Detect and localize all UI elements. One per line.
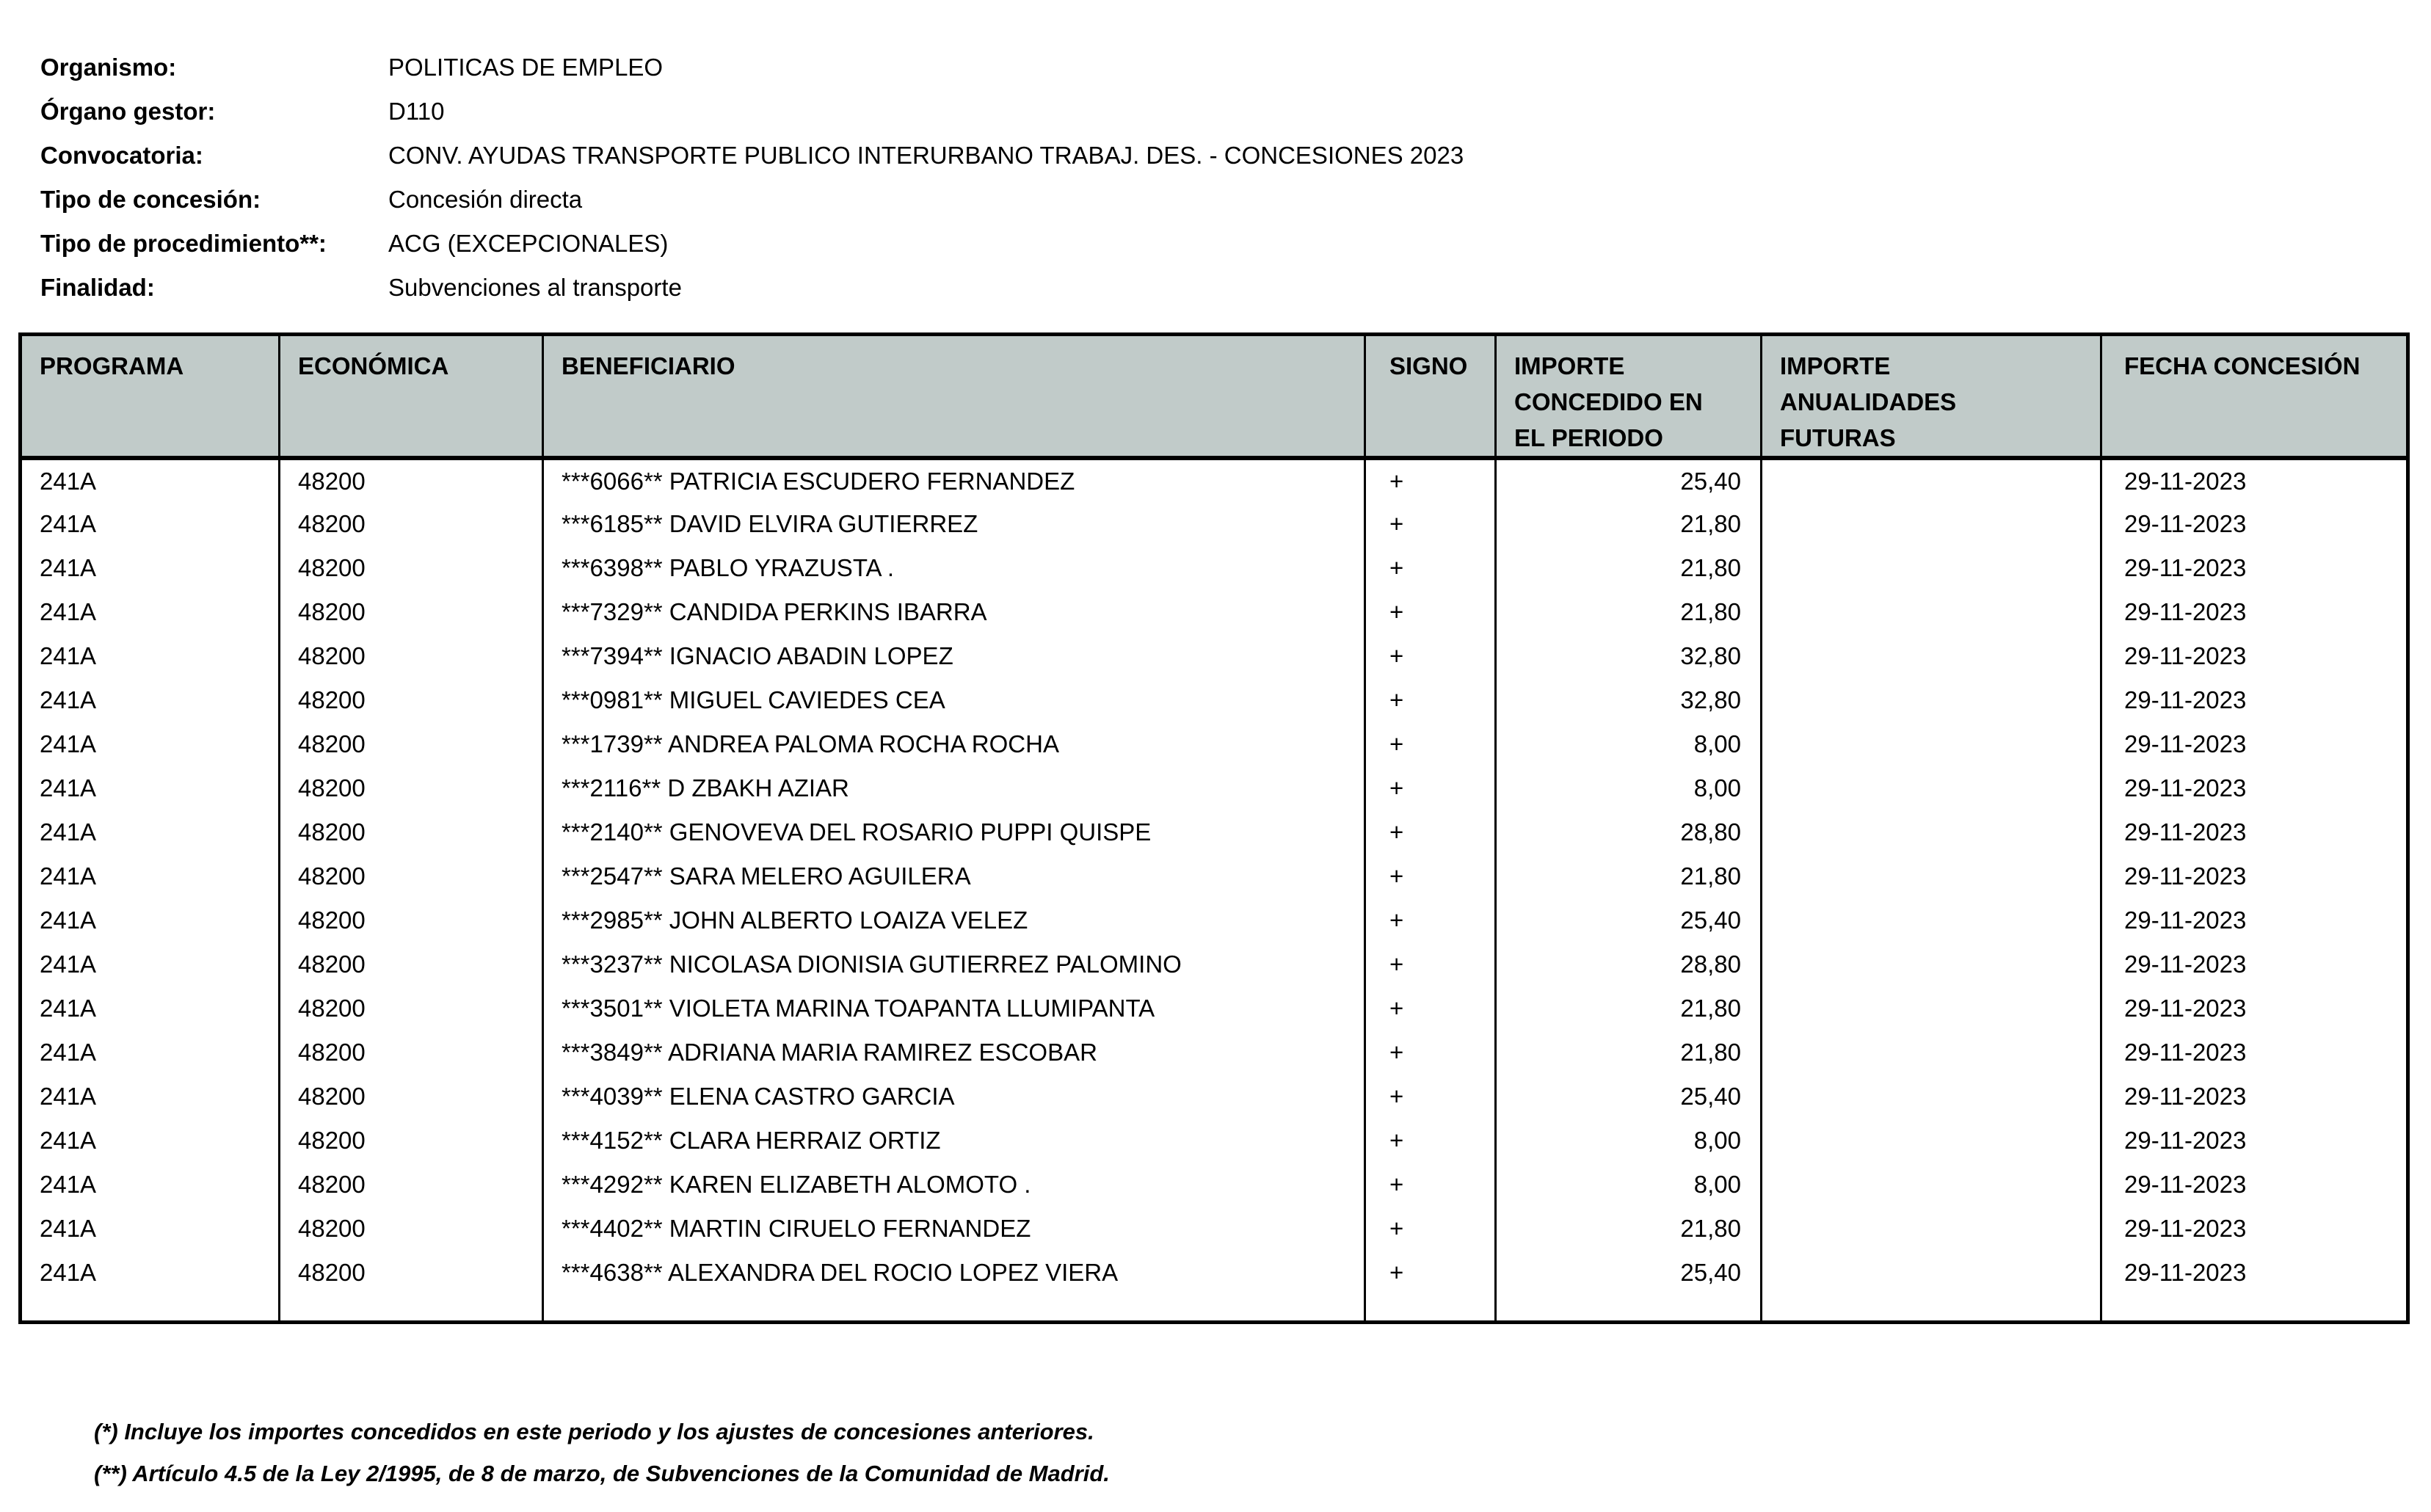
spacer-cell xyxy=(1365,1295,1496,1322)
cell-anualidades_futuras xyxy=(1762,810,2101,854)
cell-programa: 241A xyxy=(40,774,97,802)
cell-signo: + xyxy=(1365,986,1496,1031)
cell-economica: 48200 xyxy=(280,722,543,766)
table-row xyxy=(21,986,2408,1031)
cell-programa: 241A xyxy=(40,686,97,713)
spacer-cell xyxy=(1496,1295,1762,1322)
cell-programa: 241A xyxy=(40,598,97,625)
meta-row-tipo-concesion xyxy=(40,178,1464,222)
document-meta-block xyxy=(40,46,1464,310)
cell-programa: 241A xyxy=(40,554,97,581)
cell-economica: 48200 xyxy=(280,810,543,854)
meta-value-organo-gestor: D110 xyxy=(388,98,445,125)
cell-programa: 241A xyxy=(40,642,97,669)
cell-anualidades_futuras xyxy=(1762,722,2101,766)
meta-label-convocatoria: Convocatoria: xyxy=(40,142,203,169)
cell-economica: 48200 xyxy=(280,1251,543,1295)
cell-signo: + xyxy=(1365,546,1496,590)
cell-signo: + xyxy=(1365,898,1496,942)
cell-programa: 241A xyxy=(40,1083,97,1110)
cell-signo: + xyxy=(1365,1075,1496,1119)
meta-row-tipo-procedimiento xyxy=(40,222,1464,266)
cell-anualidades_futuras xyxy=(1762,678,2101,722)
cell-signo: + xyxy=(1365,1163,1496,1207)
cell-fecha_concesion: 29-11-2023 xyxy=(2101,810,2408,854)
column-header-economica xyxy=(280,335,543,459)
column-header-line: EL PERIODO xyxy=(1514,424,1663,451)
concessions-table xyxy=(18,332,2410,1324)
column-header-line: BENEFICIARIO xyxy=(562,352,735,379)
cell-programa: 241A xyxy=(40,1215,97,1242)
cell-signo: + xyxy=(1365,590,1496,634)
column-header-line: ECONÓMICA xyxy=(298,352,449,379)
cell-beneficiario: ***4292** KAREN ELIZABETH ALOMOTO . xyxy=(543,1163,1365,1207)
cell-importe_periodo: 25,40 xyxy=(1496,1075,1762,1119)
cell-beneficiario: ***2140** GENOVEVA DEL ROSARIO PUPPI QUISPE xyxy=(543,810,1365,854)
cell-anualidades_futuras xyxy=(1762,1163,2101,1207)
cell-anualidades_futuras xyxy=(1762,942,2101,986)
table-row xyxy=(21,1119,2408,1163)
table-header-row xyxy=(21,335,2408,459)
cell-anualidades_futuras xyxy=(1762,1031,2101,1075)
cell-anualidades_futuras xyxy=(1762,1251,2101,1295)
cell-beneficiario: ***6185** DAVID ELVIRA GUTIERREZ xyxy=(543,502,1365,546)
table-row xyxy=(21,590,2408,634)
cell-fecha_concesion: 29-11-2023 xyxy=(2101,458,2408,502)
cell-programa: 241A xyxy=(40,995,97,1022)
cell-importe_periodo: 21,80 xyxy=(1496,986,1762,1031)
cell-signo: + xyxy=(1365,722,1496,766)
cell-anualidades_futuras xyxy=(1762,546,2101,590)
cell-signo: + xyxy=(1365,766,1496,810)
cell-anualidades_futuras xyxy=(1762,1207,2101,1251)
spacer-cell xyxy=(543,1295,1365,1322)
meta-value-convocatoria: CONV. AYUDAS TRANSPORTE PUBLICO INTERURBANO TRABAJ. DES. - CONCESIONES 2023 xyxy=(388,142,1464,169)
cell-economica: 48200 xyxy=(280,678,543,722)
cell-economica: 48200 xyxy=(280,1119,543,1163)
cell-fecha_concesion: 29-11-2023 xyxy=(2101,722,2408,766)
column-header-beneficiario xyxy=(543,335,1365,459)
cell-importe_periodo: 21,80 xyxy=(1496,590,1762,634)
cell-beneficiario: ***2547** SARA MELERO AGUILERA xyxy=(543,854,1365,898)
cell-importe_periodo: 21,80 xyxy=(1496,502,1762,546)
cell-programa: 241A xyxy=(40,906,97,934)
table-row xyxy=(21,898,2408,942)
footnote-period-note: (*) Incluye los importes concedidos en este periodo y los ajustes de concesiones anteriores. xyxy=(94,1419,1094,1444)
cell-fecha_concesion: 29-11-2023 xyxy=(2101,1207,2408,1251)
column-header-anualidades_futuras xyxy=(1762,335,2101,459)
cell-economica: 48200 xyxy=(280,1207,543,1251)
cell-importe_periodo: 21,80 xyxy=(1496,546,1762,590)
cell-beneficiario: ***7394** IGNACIO ABADIN LOPEZ xyxy=(543,634,1365,678)
cell-beneficiario: ***6066** PATRICIA ESCUDERO FERNANDEZ xyxy=(543,458,1365,502)
column-header-line: FUTURAS xyxy=(1780,424,1896,451)
cell-fecha_concesion: 29-11-2023 xyxy=(2101,1251,2408,1295)
cell-anualidades_futuras xyxy=(1762,634,2101,678)
cell-anualidades_futuras xyxy=(1762,502,2101,546)
cell-fecha_concesion: 29-11-2023 xyxy=(2101,590,2408,634)
cell-beneficiario: ***4039** ELENA CASTRO GARCIA xyxy=(543,1075,1365,1119)
cell-programa: 241A xyxy=(40,1039,97,1066)
column-header-line: IMPORTE xyxy=(1514,352,1625,379)
column-header-line: SIGNO xyxy=(1389,352,1468,379)
meta-row-organo-gestor xyxy=(40,90,1464,134)
meta-row-organismo xyxy=(40,46,1464,90)
cell-economica: 48200 xyxy=(280,546,543,590)
cell-anualidades_futuras xyxy=(1762,766,2101,810)
cell-beneficiario: ***6398** PABLO YRAZUSTA . xyxy=(543,546,1365,590)
cell-signo: + xyxy=(1365,942,1496,986)
footnotes xyxy=(94,1411,1110,1494)
cell-beneficiario: ***4152** CLARA HERRAIZ ORTIZ xyxy=(543,1119,1365,1163)
meta-value-finalidad: Subvenciones al transporte xyxy=(388,274,682,301)
table-row xyxy=(21,1075,2408,1119)
cell-beneficiario: ***4402** MARTIN CIRUELO FERNANDEZ xyxy=(543,1207,1365,1251)
cell-anualidades_futuras xyxy=(1762,458,2101,502)
table-row xyxy=(21,678,2408,722)
cell-beneficiario: ***3501** VIOLETA MARINA TOAPANTA LLUMIPANTA xyxy=(543,986,1365,1031)
table-spacer-row xyxy=(21,1295,2408,1322)
cell-importe_periodo: 25,40 xyxy=(1496,898,1762,942)
table-row xyxy=(21,1207,2408,1251)
cell-fecha_concesion: 29-11-2023 xyxy=(2101,1163,2408,1207)
cell-economica: 48200 xyxy=(280,634,543,678)
cell-beneficiario: ***4638** ALEXANDRA DEL ROCIO LOPEZ VIERA xyxy=(543,1251,1365,1295)
cell-fecha_concesion: 29-11-2023 xyxy=(2101,1031,2408,1075)
column-header-line: IMPORTE xyxy=(1780,352,1891,379)
table-row xyxy=(21,546,2408,590)
cell-programa: 241A xyxy=(40,951,97,978)
cell-importe_periodo: 32,80 xyxy=(1496,634,1762,678)
cell-signo: + xyxy=(1365,810,1496,854)
column-header-fecha_concesion xyxy=(2101,335,2408,459)
table-row xyxy=(21,458,2408,502)
cell-signo: + xyxy=(1365,678,1496,722)
cell-economica: 48200 xyxy=(280,458,543,502)
cell-importe_periodo: 8,00 xyxy=(1496,1119,1762,1163)
cell-economica: 48200 xyxy=(280,590,543,634)
cell-economica: 48200 xyxy=(280,1031,543,1075)
table-body xyxy=(21,458,2408,1322)
table-row xyxy=(21,502,2408,546)
cell-importe_periodo: 25,40 xyxy=(1496,458,1762,502)
cell-importe_periodo: 28,80 xyxy=(1496,942,1762,986)
meta-label-tipo-procedimiento: Tipo de procedimiento**: xyxy=(40,230,327,257)
cell-anualidades_futuras xyxy=(1762,1119,2101,1163)
cell-importe_periodo: 21,80 xyxy=(1496,1207,1762,1251)
cell-programa: 241A xyxy=(40,1127,97,1154)
cell-signo: + xyxy=(1365,1119,1496,1163)
cell-programa: 241A xyxy=(40,862,97,890)
cell-beneficiario: ***2985** JOHN ALBERTO LOAIZA VELEZ xyxy=(543,898,1365,942)
cell-importe_periodo: 21,80 xyxy=(1496,1031,1762,1075)
cell-programa: 241A xyxy=(40,467,97,495)
cell-signo: + xyxy=(1365,1207,1496,1251)
cell-anualidades_futuras xyxy=(1762,590,2101,634)
meta-row-convocatoria xyxy=(40,134,1464,178)
cell-programa: 241A xyxy=(40,1171,97,1198)
cell-anualidades_futuras xyxy=(1762,898,2101,942)
cell-programa: 241A xyxy=(40,818,97,846)
cell-signo: + xyxy=(1365,458,1496,502)
cell-fecha_concesion: 29-11-2023 xyxy=(2101,942,2408,986)
cell-signo: + xyxy=(1365,854,1496,898)
cell-economica: 48200 xyxy=(280,942,543,986)
cell-signo: + xyxy=(1365,502,1496,546)
cell-importe_periodo: 21,80 xyxy=(1496,854,1762,898)
column-header-line: ANUALIDADES xyxy=(1780,388,1957,415)
cell-programa: 241A xyxy=(40,1259,97,1286)
cell-importe_periodo: 32,80 xyxy=(1496,678,1762,722)
table-row xyxy=(21,634,2408,678)
meta-label-tipo-concesion: Tipo de concesión: xyxy=(40,186,261,213)
cell-beneficiario: ***3237** NICOLASA DIONISIA GUTIERREZ PALOMINO xyxy=(543,942,1365,986)
cell-fecha_concesion: 29-11-2023 xyxy=(2101,502,2408,546)
column-header-line: CONCEDIDO EN xyxy=(1514,388,1703,415)
cell-beneficiario: ***1739** ANDREA PALOMA ROCHA ROCHA xyxy=(543,722,1365,766)
cell-programa: 241A xyxy=(40,510,97,537)
cell-beneficiario: ***3849** ADRIANA MARIA RAMIREZ ESCOBAR xyxy=(543,1031,1365,1075)
cell-economica: 48200 xyxy=(280,502,543,546)
column-header-line: FECHA CONCESIÓN xyxy=(2124,352,2361,379)
table-row xyxy=(21,1163,2408,1207)
meta-value-organismo: POLITICAS DE EMPLEO xyxy=(388,54,664,81)
table-row xyxy=(21,766,2408,810)
cell-signo: + xyxy=(1365,1031,1496,1075)
cell-economica: 48200 xyxy=(280,766,543,810)
meta-value-tipo-concesion: Concesión directa xyxy=(388,186,583,213)
cell-fecha_concesion: 29-11-2023 xyxy=(2101,634,2408,678)
spacer-cell xyxy=(1762,1295,2101,1322)
cell-fecha_concesion: 29-11-2023 xyxy=(2101,546,2408,590)
cell-anualidades_futuras xyxy=(1762,1075,2101,1119)
table-row xyxy=(21,1251,2408,1295)
spacer-cell xyxy=(280,1295,543,1322)
cell-economica: 48200 xyxy=(280,1075,543,1119)
table-header xyxy=(21,335,2408,459)
cell-fecha_concesion: 29-11-2023 xyxy=(2101,1075,2408,1119)
cell-importe_periodo: 8,00 xyxy=(1496,722,1762,766)
cell-beneficiario: ***7329** CANDIDA PERKINS IBARRA xyxy=(543,590,1365,634)
cell-economica: 48200 xyxy=(280,854,543,898)
column-header-programa xyxy=(21,335,280,459)
cell-signo: + xyxy=(1365,634,1496,678)
cell-beneficiario: ***0981** MIGUEL CAVIEDES CEA xyxy=(543,678,1365,722)
table-row xyxy=(21,854,2408,898)
spacer-cell xyxy=(2101,1295,2408,1322)
table-row xyxy=(21,1031,2408,1075)
table-row xyxy=(21,810,2408,854)
cell-fecha_concesion: 29-11-2023 xyxy=(2101,1119,2408,1163)
cell-fecha_concesion: 29-11-2023 xyxy=(2101,854,2408,898)
cell-importe_periodo: 25,40 xyxy=(1496,1251,1762,1295)
meta-value-tipo-procedimiento: ACG (EXCEPCIONALES) xyxy=(388,230,669,257)
meta-label-organismo: Organismo: xyxy=(40,54,177,81)
cell-importe_periodo: 8,00 xyxy=(1496,766,1762,810)
cell-economica: 48200 xyxy=(280,986,543,1031)
cell-anualidades_futuras xyxy=(1762,854,2101,898)
column-header-signo xyxy=(1365,335,1496,459)
cell-fecha_concesion: 29-11-2023 xyxy=(2101,898,2408,942)
cell-importe_periodo: 8,00 xyxy=(1496,1163,1762,1207)
cell-fecha_concesion: 29-11-2023 xyxy=(2101,986,2408,1031)
cell-programa: 241A xyxy=(40,730,97,757)
meta-row-finalidad xyxy=(40,266,1464,310)
cell-signo: + xyxy=(1365,1251,1496,1295)
footnote-law-note: (**) Artículo 4.5 de la Ley 2/1995, de 8 de marzo, de Subvenciones de la Comunidad de Madrid. xyxy=(94,1461,1110,1486)
cell-beneficiario: ***2116** D ZBAKH AZIAR xyxy=(543,766,1365,810)
cell-importe_periodo: 28,80 xyxy=(1496,810,1762,854)
column-header-importe_periodo xyxy=(1496,335,1762,459)
spacer-cell xyxy=(21,1295,280,1322)
column-header-line: PROGRAMA xyxy=(40,352,184,379)
table-row xyxy=(21,722,2408,766)
meta-label-organo-gestor: Órgano gestor: xyxy=(40,98,216,125)
cell-anualidades_futuras xyxy=(1762,986,2101,1031)
table-row xyxy=(21,942,2408,986)
cell-economica: 48200 xyxy=(280,898,543,942)
cell-fecha_concesion: 29-11-2023 xyxy=(2101,766,2408,810)
cell-economica: 48200 xyxy=(280,1163,543,1207)
cell-fecha_concesion: 29-11-2023 xyxy=(2101,678,2408,722)
meta-label-finalidad: Finalidad: xyxy=(40,274,155,301)
